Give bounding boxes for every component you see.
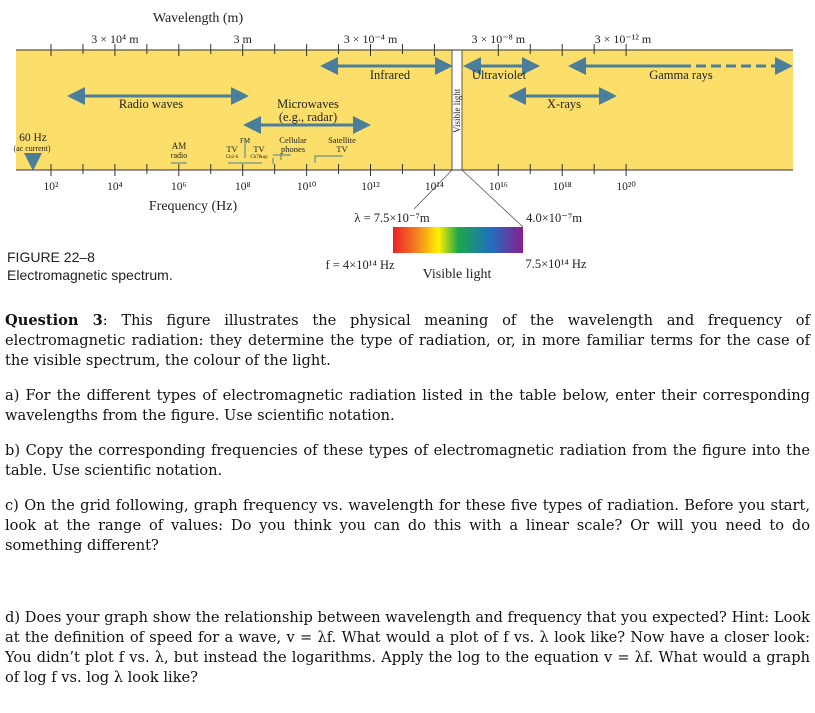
wavelength-tick-label: 3 × 10⁴ m <box>91 32 139 46</box>
figure-caption: Electromagnetic spectrum. <box>7 267 173 283</box>
tv-label: TV <box>226 144 238 154</box>
frequency-axis-title: Frequency (Hz) <box>148 199 238 214</box>
question-text <box>5 311 810 703</box>
visible-spectrum-gradient <box>393 227 523 253</box>
f-red-label: f = 4×10¹⁴ Hz <box>325 258 395 272</box>
wavelength-tick-label: 3 m <box>233 32 252 46</box>
tv-ch2-6-label: Ch2-6 <box>225 155 239 160</box>
part-d: d) Does your graph show the relationship between wavelength and frequency that you expected? Hint: Look at the definition of speed for a wave, v = λf. What would a plot of f vs. λ look like? Now have a closer look: You didn’t plot f vs. λ, but instead the logarithms. Apply the log to the equation v = λf. What would a graph of log f vs. log λ look like? <box>5 609 810 686</box>
fm-label: FM <box>239 137 251 145</box>
visible-light-label: Visible light <box>422 267 492 282</box>
frequency-tick-label: 10² <box>43 181 59 193</box>
frequency-tick-label: 10¹⁸ <box>552 181 572 193</box>
frequency-tick-label: 10⁸ <box>234 181 251 193</box>
part-b: b) Copy the corresponding frequencies of these types of electromagnetic radiation from the figure into the table. Use scientific notation. <box>5 442 810 479</box>
wavelength-tick-label: 3 × 10⁻¹² m <box>594 32 652 46</box>
frequency-tick-label: 10¹² <box>361 181 380 193</box>
frequency-tick-label: 10²⁰ <box>616 181 636 193</box>
ac-current-label: (ac current) <box>13 144 51 153</box>
electromagnetic-spectrum-figure <box>0 0 815 300</box>
question-intro-text: : This figure illustrates the physical meaning of the wavelength and frequency of electromagnetic radiation: they determine the type of radiation, or, in more familiar terms for the case of the visible spectrum, the colour of the light. <box>5 312 810 369</box>
infrared-label: Infrared <box>369 68 411 82</box>
wavelength-labels <box>91 32 652 46</box>
tv-ch7-label: Ch7&up <box>250 155 268 160</box>
frequency-tick-label: 10¹⁶ <box>488 181 508 193</box>
frequency-tick-label: 10⁶ <box>171 181 187 193</box>
figure-number: FIGURE 22–8 <box>7 249 95 265</box>
part-a: a) For the different types of electromagnetic radiation listed in the table below, enter their corresponding wavelengths from the figure. Use scientific notation. <box>5 387 810 424</box>
part-c: c) On the grid following, graph frequency vs. wavelength for these five types of radiation. Before you start, look at the range of values: Do you think you can do this with a linear scale? Or will you need to do something different? <box>5 497 810 554</box>
wavelength-axis-title: Wavelength (m) <box>152 11 244 26</box>
60hz-label: 60 Hz <box>19 132 47 144</box>
radio-label: Radio waves <box>118 97 184 111</box>
question-title: Question 3 <box>5 312 103 329</box>
gamma-label: Gamma rays <box>649 68 713 82</box>
f-violet-label: 7.5×10¹⁴ Hz <box>525 257 587 271</box>
cellular-label: Cellular <box>279 135 307 145</box>
lambda-violet-label: 4.0×10⁻⁷m <box>526 211 582 225</box>
frequency-labels <box>44 181 637 193</box>
xrays-label: X-rays <box>546 97 582 111</box>
wavelength-tick-label: 3 × 10⁻⁴ m <box>343 32 398 46</box>
wavelength-tick-label: 3 × 10⁻⁸ m <box>471 32 526 46</box>
lambda-red-label: λ = 7.5×10⁻⁷m <box>354 211 430 225</box>
frequency-tick-label: 10¹⁰ <box>296 181 317 193</box>
am-radio-label: radio <box>170 151 188 160</box>
ultraviolet-label: Ultraviolet <box>471 68 527 82</box>
frequency-tick-label: 10¹⁴ <box>424 181 444 193</box>
am-label: AM <box>171 141 187 151</box>
frequency-tick-label: 10⁴ <box>107 181 123 193</box>
tv-label-2: TV <box>253 144 265 154</box>
satellite-tv-label: TV <box>336 144 348 154</box>
satellite-label: Satellite <box>328 135 356 145</box>
question-intro <box>5 311 810 371</box>
visible-vertical-label: Visible light <box>452 88 462 133</box>
microwaves-sublabel: (e.g., radar) <box>278 110 338 124</box>
phones-label: phones <box>280 144 306 154</box>
microwaves-label: Microwaves <box>277 97 339 111</box>
